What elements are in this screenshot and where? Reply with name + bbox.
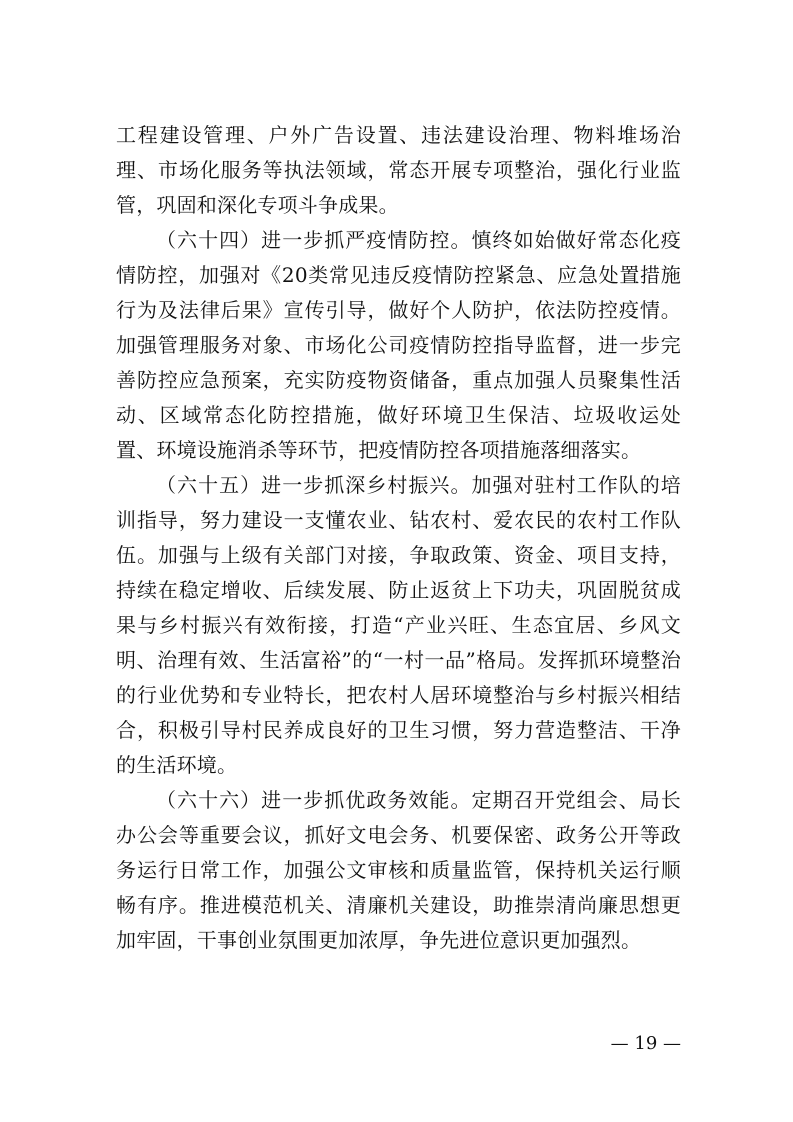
document-body bbox=[116, 118, 681, 958]
paragraph-section-65: （六十五）进一步抓深乡村振兴。加强对驻村工作队的培训指导，努力建设一支懂农业、钻农村、爱农民的农村工作队伍。加强与上级有关部门对接，争取政策、资金、项目支持，持续在稳定增收、后续发展、防止返贫上下功夫，巩固脱贫成果与乡村振兴有效衔接，打造“产业兴旺、生态宜居、乡风文明、治理有效、生活富裕”的“一村一品”格局。发挥抓环境整治的行业优势和专业特长，把农村人居环境整治与乡村振兴相结合，积极引导村民养成良好的卫生习惯，努力营造整洁、干净的生活环境。 bbox=[116, 473, 681, 777]
paragraph-section-64: （六十四）进一步抓严疫情防控。慎终如始做好常态化疫情防控，加强对《20类常见违反疫情防控紧急、应急处置措施行为及法律后果》宣传引导，做好个人防护，依法防控疫情。加强管理服务对象、市场化公司疫情防控指导监督，进一步完善防控应急预案，充实防疫物资储备，重点加强人员聚集性活动、区域常态化防控措施，做好环境卫生保洁、垃圾收运处置、环境设施消杀等环节，把疫情防控各项措施落细落实。 bbox=[116, 228, 681, 462]
paragraph-continuation: 工程建设管理、户外广告设置、违法建设治理、物料堆场治理、市场化服务等执法领域，常态开展专项整治，强化行业监管，巩固和深化专项斗争成果。 bbox=[116, 123, 681, 217]
page-number: — 19 — bbox=[610, 1033, 681, 1054]
paragraph-section-66: （六十六）进一步抓优政务效能。定期召开党组会、局长办公会等重要会议，抓好文电会务、机要保密、政务公开等政务运行日常工作，加强公文审核和质量监管，保持机关运行顺畅有序。推进模范机关、清廉机关建设，助推崇清尚廉思想更加牢固，干事创业氛围更加浓厚，争先进位意识更加强烈。 bbox=[116, 788, 681, 952]
